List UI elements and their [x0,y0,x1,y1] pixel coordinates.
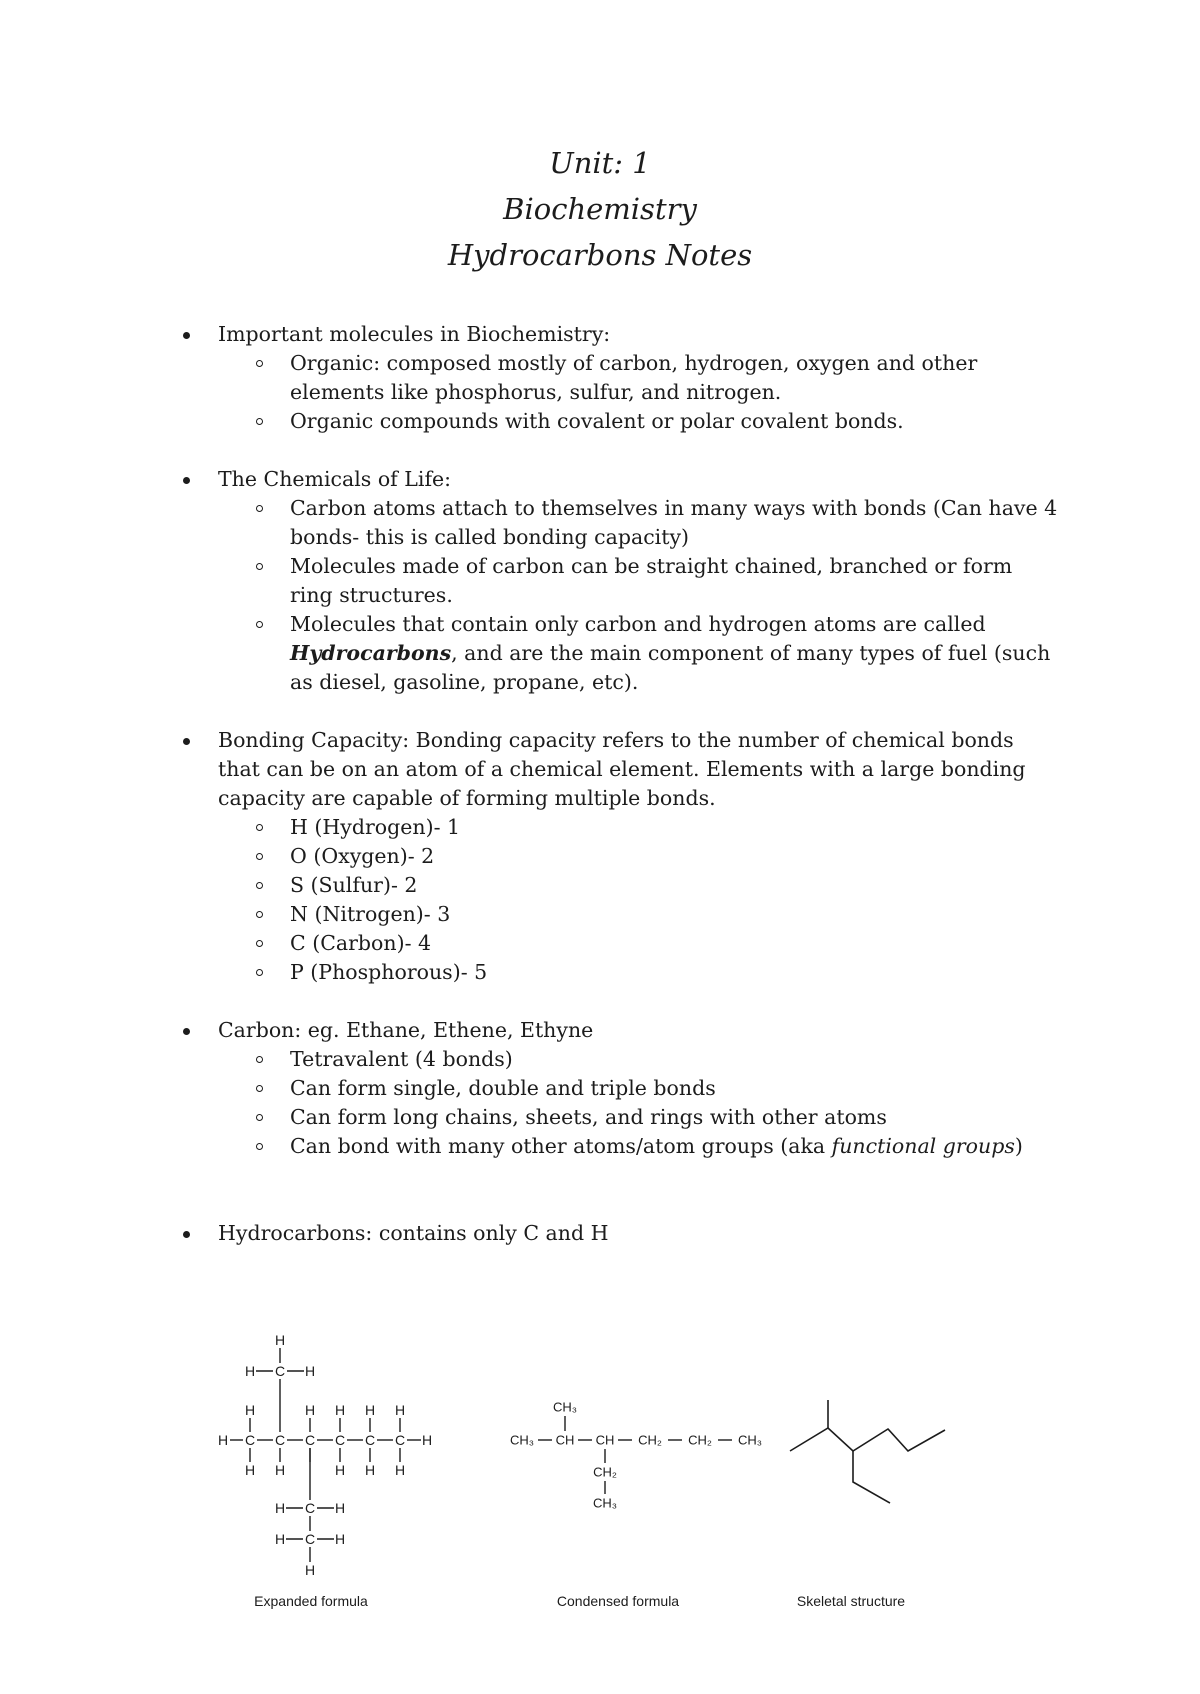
atom-label: C [334,1432,346,1448]
condensed-group: CH₃ [592,1495,618,1511]
functional-groups-close: ) [1014,1134,1023,1158]
list-item: N (Nitrogen)- 3 [180,900,1060,929]
atom-label: H [334,1500,346,1516]
skeletal-structure-caption: Skeletal structure [796,1593,906,1609]
list-item: H (Hydrogen)- 1 [180,813,1060,842]
list-item: C (Carbon)- 4 [180,929,1060,958]
condensed-group: CH₂ [593,1464,617,1480]
atom-label: H [334,1402,346,1418]
section-bonding-list [180,813,1060,987]
skeletal-ethyl-branch [853,1451,890,1503]
section-bonding-heading: Bonding Capacity: Bonding capacity refers to the number of chemical bonds that can be on an atom of a chemical element. Elements with a large bonding capacity are capable of forming multiple bonds. [180,726,1060,813]
atom-label: H [394,1402,406,1418]
unit-title: Unit: 1 [549,146,651,180]
functional-groups-term: functional groups [831,1134,1015,1158]
section-chemicals-heading: The Chemicals of Life: [180,465,1060,494]
condensed-group: CH₂ [638,1432,662,1448]
expanded-formula-bonds [230,1348,421,1562]
atom-label: H [274,1531,286,1547]
condensed-group: CH₂ [688,1432,712,1448]
hydrocarbons-term: Hydrocarbons [290,641,452,665]
atom-label: C [244,1432,256,1448]
condensed-formula-caption: Condensed formula [556,1593,680,1609]
atom-label: H [364,1462,376,1478]
atom-label: C [274,1432,286,1448]
subject-title: Biochemistry [503,192,697,226]
list-item: Organic: composed mostly of carbon, hydrogen, oxygen and other elements like phosphorus, sulfur, and nitrogen. [180,349,1060,407]
section-molecules-list [180,349,1060,436]
hydrocarbons-desc: , and are the main component of many types of fuel (such as diesel, gasoline, propane, etc). [290,641,1051,694]
atom-label: H [274,1332,286,1348]
atom-label: C [304,1531,316,1547]
atom-label: C [304,1500,316,1516]
section-carbon-heading: Carbon: eg. Ethane, Ethene, Ethyne [180,1016,1060,1045]
title-block [0,140,1200,278]
list-item: Can form single, double and triple bonds [180,1074,1060,1103]
condensed-group: CH [555,1432,575,1448]
atom-label: C [274,1363,286,1379]
expanded-formula-caption: Expanded formula [254,1593,368,1609]
atom-label: H [244,1402,256,1418]
list-item [180,610,1060,697]
section-carbon-list [180,1045,1060,1161]
condensed-group: CH [595,1432,615,1448]
atom-label: C [394,1432,406,1448]
atom-label: H [244,1363,256,1379]
condensed-formula-bonds [538,1416,732,1494]
atom-label: H [274,1500,286,1516]
atom-label: H [334,1462,346,1478]
atom-label: H [394,1462,406,1478]
functional-groups-intro: Can bond with many other atoms/atom groups (aka [290,1134,826,1158]
condensed-group: CH₃ [552,1399,578,1415]
atom-label: H [304,1562,316,1578]
atom-label: H [244,1462,256,1478]
atom-label: H [304,1402,316,1418]
list-item: Tetravalent (4 bonds) [180,1045,1060,1074]
notes-body [180,320,1060,1248]
hydrocarbon-structure-diagram [210,1310,1030,1630]
list-item: S (Sulfur)- 2 [180,871,1060,900]
list-item: P (Phosphorous)- 5 [180,958,1060,987]
hydrocarbons-intro: Molecules that contain only carbon and hydrogen atoms are called [290,612,986,636]
topic-title: Hydrocarbons Notes [447,238,753,272]
skeletal-main-chain [790,1428,945,1451]
list-item: Carbon atoms attach to themselves in many ways with bonds (Can have 4 bonds- this is called bonding capacity) [180,494,1060,552]
section-hydrocarbons-heading: Hydrocarbons: contains only C and H [180,1219,1060,1248]
condensed-group: CH₃ [509,1432,535,1448]
atom-label: H [364,1402,376,1418]
atom-label: H [334,1531,346,1547]
atom-label: C [364,1432,376,1448]
condensed-group: CH₃ [737,1432,763,1448]
atom-label: H [304,1363,316,1379]
atom-label: H [274,1462,286,1478]
list-item: Can form long chains, sheets, and rings with other atoms [180,1103,1060,1132]
atom-label: H [217,1432,229,1448]
atom-label: C [304,1432,316,1448]
section-chemicals-list [180,494,1060,697]
atom-label: H [421,1432,433,1448]
list-item: Molecules made of carbon can be straight chained, branched or form ring structures. [180,552,1060,610]
condensed-formula-groups [510,1400,762,1511]
section-molecules-heading: Important molecules in Biochemistry: [180,320,1060,349]
list-item: Organic compounds with covalent or polar covalent bonds. [180,407,1060,436]
list-item [180,1132,1060,1161]
list-item: O (Oxygen)- 2 [180,842,1060,871]
